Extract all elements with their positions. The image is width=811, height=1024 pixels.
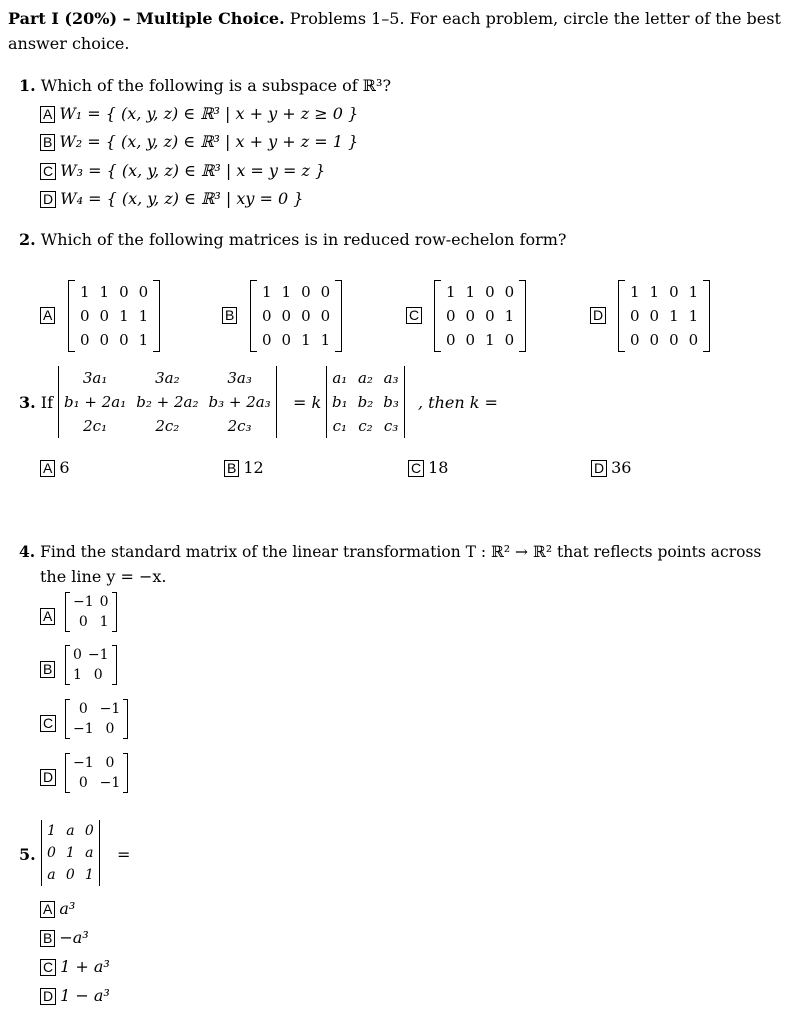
matrix-entry: 0 <box>119 283 129 301</box>
question-4-stem <box>19 542 761 561</box>
q2-option-c[interactable] <box>406 305 426 324</box>
option-text: W₂ = { (x, y, z) ∈ ℝ³ | x + y + z = 1 } <box>59 132 359 151</box>
bracket <box>68 280 75 352</box>
matrix-entry: 0 <box>320 283 331 301</box>
matrix-entry: 0 <box>281 331 292 349</box>
q1-option-b[interactable] <box>40 132 358 151</box>
q2-option-b[interactable] <box>222 305 241 324</box>
matrix-entry: 0 <box>73 647 82 663</box>
bracket <box>112 592 117 632</box>
option-letter[interactable]: B <box>224 460 239 477</box>
q4-option-c[interactable] <box>40 713 60 732</box>
q1-option-a[interactable] <box>40 104 358 123</box>
option-letter[interactable]: D <box>591 460 607 477</box>
matrix-entry: 0 <box>465 307 476 325</box>
q5-option-b[interactable] <box>40 928 89 947</box>
bracket <box>123 699 128 739</box>
q4-matrix-d <box>65 753 128 793</box>
det-table <box>42 820 99 886</box>
matrix-entry: −1 <box>73 721 94 737</box>
option-text: W₁ = { (x, y, z) ∈ ℝ³ | x + y + z ≥ 0 } <box>59 104 359 123</box>
matrix-entry: 2c₂ <box>155 417 180 435</box>
option-text: 1 + a³ <box>60 957 110 976</box>
question-5-number: 5. <box>19 845 36 864</box>
matrix-table <box>75 280 153 352</box>
matrix-entry: 1 <box>649 283 660 301</box>
bracket <box>276 366 277 438</box>
matrix-entry: 1 <box>80 283 90 301</box>
option-text: 1 − a³ <box>60 986 110 1005</box>
matrix-table <box>70 699 123 739</box>
matrix-entry: c₁ <box>332 417 348 435</box>
q3-option-d[interactable] <box>591 458 631 477</box>
bracket <box>404 366 405 438</box>
option-letter[interactable]: C <box>408 460 424 477</box>
option-text: W₃ = { (x, y, z) ∈ ℝ³ | x = y = z } <box>60 161 326 180</box>
option-letter[interactable]: D <box>40 769 56 786</box>
question-2-stem <box>19 230 566 249</box>
matrix-entry: 3a₃ <box>227 369 252 387</box>
matrix-entry: 0 <box>630 307 640 325</box>
matrix-entry: 0 <box>504 331 515 349</box>
matrix-entry: 0 <box>99 594 109 610</box>
matrix-entry: 0 <box>504 283 515 301</box>
q5-option-c[interactable] <box>40 957 110 976</box>
option-letter[interactable]: C <box>406 307 422 324</box>
bracket <box>153 280 160 352</box>
q4-matrix-c <box>65 699 128 739</box>
q4-option-b[interactable] <box>40 659 59 678</box>
matrix-entry: b₃ + 2a₃ <box>208 393 271 411</box>
matrix-entry: −1 <box>73 755 94 771</box>
option-letter[interactable]: D <box>590 307 606 324</box>
matrix-entry: 0 <box>80 331 90 349</box>
matrix-entry: 0 <box>649 307 660 325</box>
option-letter[interactable]: A <box>40 608 55 625</box>
option-letter[interactable]: B <box>40 661 55 678</box>
matrix-entry: 1 <box>138 307 149 325</box>
q5-equals: = <box>117 845 131 864</box>
option-text: 36 <box>611 458 632 477</box>
option-text: 18 <box>428 458 449 477</box>
q1-option-d[interactable] <box>40 189 303 208</box>
matrix-entry: 1 <box>688 283 699 301</box>
matrix-entry: a₃ <box>383 369 399 387</box>
matrix-entry: 0 <box>84 823 94 839</box>
q2-matrix-d <box>618 280 710 352</box>
option-letter[interactable]: A <box>40 460 55 477</box>
q2-option-d[interactable] <box>590 305 610 324</box>
matrix-entry: c₂ <box>358 417 373 435</box>
matrix-table <box>257 280 335 352</box>
bracket <box>112 645 117 685</box>
q5-option-a[interactable] <box>40 899 75 918</box>
option-letter[interactable]: C <box>40 163 56 180</box>
matrix-entry: 0 <box>281 307 292 325</box>
matrix-entry: 1 <box>138 331 149 349</box>
matrix-entry: 0 <box>78 614 88 630</box>
matrix-entry: 1 <box>630 283 640 301</box>
matrix-entry: 3a₁ <box>82 369 108 387</box>
question-3-stem <box>19 393 53 412</box>
matrix-entry: 1 <box>669 307 679 325</box>
det-table <box>59 366 276 438</box>
bracket <box>250 280 257 352</box>
matrix-entry: 0 <box>99 331 110 349</box>
matrix-entry: a <box>85 845 94 861</box>
matrix-entry: −1 <box>99 701 121 717</box>
q3-option-c[interactable] <box>408 458 448 477</box>
matrix-entry: 0 <box>465 331 476 349</box>
matrix-entry: c₃ <box>383 417 399 435</box>
matrix-entry: 0 <box>262 331 272 349</box>
matrix-entry: 0 <box>446 331 456 349</box>
bracket <box>335 280 342 352</box>
instructions-line2: answer choice. <box>8 34 130 53</box>
matrix-entry: 0 <box>485 307 495 325</box>
instructions-text: Problems 1–5. For each problem, circle the letter of the best <box>289 9 781 28</box>
bracket <box>703 280 710 352</box>
bracket <box>123 753 128 793</box>
q5-option-d[interactable] <box>40 986 110 1005</box>
option-letter[interactable]: B <box>40 930 55 947</box>
question-number: 3. <box>19 393 36 412</box>
matrix-table <box>625 280 703 352</box>
matrix-entry: 0 <box>320 307 331 325</box>
matrix-entry: 0 <box>93 667 103 683</box>
matrix-entry: 1 <box>504 307 515 325</box>
q3-right-determinant <box>326 366 405 438</box>
matrix-entry: 0 <box>47 845 56 861</box>
q4-option-a[interactable] <box>40 606 59 625</box>
matrix-entry: −1 <box>99 775 121 791</box>
option-letter[interactable]: A <box>40 307 55 324</box>
matrix-entry: 0 <box>262 307 272 325</box>
matrix-entry: 0 <box>80 307 90 325</box>
matrix-entry: 0 <box>446 307 456 325</box>
matrix-entry: 0 <box>65 867 75 883</box>
matrix-table <box>70 592 112 632</box>
matrix-entry: 1 <box>262 283 272 301</box>
question-number: 4. <box>19 542 36 561</box>
matrix-entry: 1 <box>65 845 75 861</box>
matrix-entry: 3a₂ <box>155 369 180 387</box>
matrix-entry: −1 <box>73 594 94 610</box>
matrix-entry: 1 <box>73 667 82 683</box>
matrix-entry: b₃ <box>383 393 399 411</box>
matrix-entry: 0 <box>99 307 110 325</box>
q2-matrix-a <box>68 280 160 352</box>
matrix-entry: 1 <box>301 331 311 349</box>
option-letter[interactable]: C <box>40 959 56 976</box>
option-letter[interactable]: B <box>40 134 55 151</box>
option-text: a³ <box>59 899 76 918</box>
option-text: W₄ = { (x, y, z) ∈ ℝ³ | xy = 0 } <box>60 189 304 208</box>
matrix-entry: 1 <box>84 867 94 883</box>
matrix-entry: a <box>66 823 75 839</box>
matrix-entry: 1 <box>465 283 476 301</box>
matrix-entry: 0 <box>105 721 115 737</box>
matrix-entry: 1 <box>99 614 109 630</box>
question-number: 2. <box>19 230 36 249</box>
q4-matrix-a <box>65 592 117 632</box>
instructions <box>8 9 781 28</box>
matrix-entry: 0 <box>630 331 640 349</box>
option-letter[interactable]: A <box>40 901 55 918</box>
question-1-stem <box>19 76 391 95</box>
matrix-entry: −1 <box>87 647 109 663</box>
option-text: 6 <box>59 458 70 477</box>
q2-option-a[interactable] <box>40 305 59 324</box>
matrix-entry: 0 <box>301 283 311 301</box>
matrix-entry: 2c₃ <box>227 417 252 435</box>
question-number: 1. <box>19 76 36 95</box>
question-text: Which of the following matrices is in reduced row-echelon form? <box>40 230 567 249</box>
matrix-entry: 0 <box>669 283 679 301</box>
q3-option-b[interactable] <box>224 458 264 477</box>
bracket <box>519 280 526 352</box>
matrix-entry: 0 <box>105 755 115 771</box>
matrix-entry: 0 <box>119 331 129 349</box>
bracket <box>618 280 625 352</box>
matrix-entry: 0 <box>485 283 495 301</box>
bracket <box>99 820 100 886</box>
question-text: Find the standard matrix of the linear transformation T : ℝ² → ℝ² that reflects points across <box>40 543 762 561</box>
matrix-entry: 0 <box>78 701 88 717</box>
matrix-entry: 0 <box>669 331 679 349</box>
matrix-entry: 0 <box>78 775 88 791</box>
question-text: If <box>40 393 54 412</box>
option-letter[interactable]: B <box>222 307 237 324</box>
matrix-entry: 1 <box>688 307 699 325</box>
matrix-entry: a₂ <box>357 369 373 387</box>
q3-equals-k: = k <box>293 393 322 412</box>
matrix-entry: 1 <box>281 283 292 301</box>
matrix-entry: 1 <box>99 283 110 301</box>
q5-determinant <box>41 820 100 886</box>
matrix-entry: a <box>47 867 56 883</box>
q4-matrix-b <box>65 645 117 685</box>
matrix-table <box>70 753 123 793</box>
q3-option-a[interactable] <box>40 458 70 477</box>
matrix-entry: 2c₁ <box>83 417 108 435</box>
bracket <box>434 280 441 352</box>
q2-matrix-b <box>250 280 342 352</box>
matrix-entry: 0 <box>138 283 149 301</box>
matrix-entry: 1 <box>47 823 56 839</box>
matrix-entry: b₂ <box>357 393 374 411</box>
matrix-entry: 1 <box>485 331 495 349</box>
matrix-entry: b₂ + 2a₂ <box>136 393 199 411</box>
question-text: Which of the following is a subspace of ℝ³? <box>40 76 392 95</box>
question-4-stem-line2: the line y = −x. <box>40 567 167 586</box>
option-text: 12 <box>243 458 264 477</box>
matrix-table <box>70 645 112 685</box>
det-table <box>327 366 404 438</box>
matrix-entry: b₁ + 2a₁ <box>64 393 127 411</box>
matrix-entry: 0 <box>301 307 311 325</box>
matrix-entry: a₁ <box>332 369 348 387</box>
option-text: −a³ <box>59 928 89 947</box>
option-letter[interactable]: A <box>40 106 55 123</box>
matrix-entry: 0 <box>688 331 699 349</box>
option-letter[interactable]: D <box>40 988 56 1005</box>
matrix-entry: 1 <box>320 331 331 349</box>
q3-left-determinant <box>58 366 277 438</box>
part-title: Part I (20%) – Multiple Choice. <box>8 9 285 28</box>
q4-option-d[interactable] <box>40 767 60 786</box>
option-letter[interactable]: C <box>40 715 56 732</box>
matrix-table <box>441 280 519 352</box>
q3-then-k: , then k = <box>418 393 498 412</box>
matrix-entry: 0 <box>649 331 660 349</box>
option-letter[interactable]: D <box>40 191 56 208</box>
matrix-entry: b₁ <box>332 393 348 411</box>
matrix-entry: 1 <box>119 307 129 325</box>
q2-matrix-c <box>434 280 526 352</box>
matrix-entry: 1 <box>446 283 456 301</box>
q1-option-c[interactable] <box>40 161 325 180</box>
